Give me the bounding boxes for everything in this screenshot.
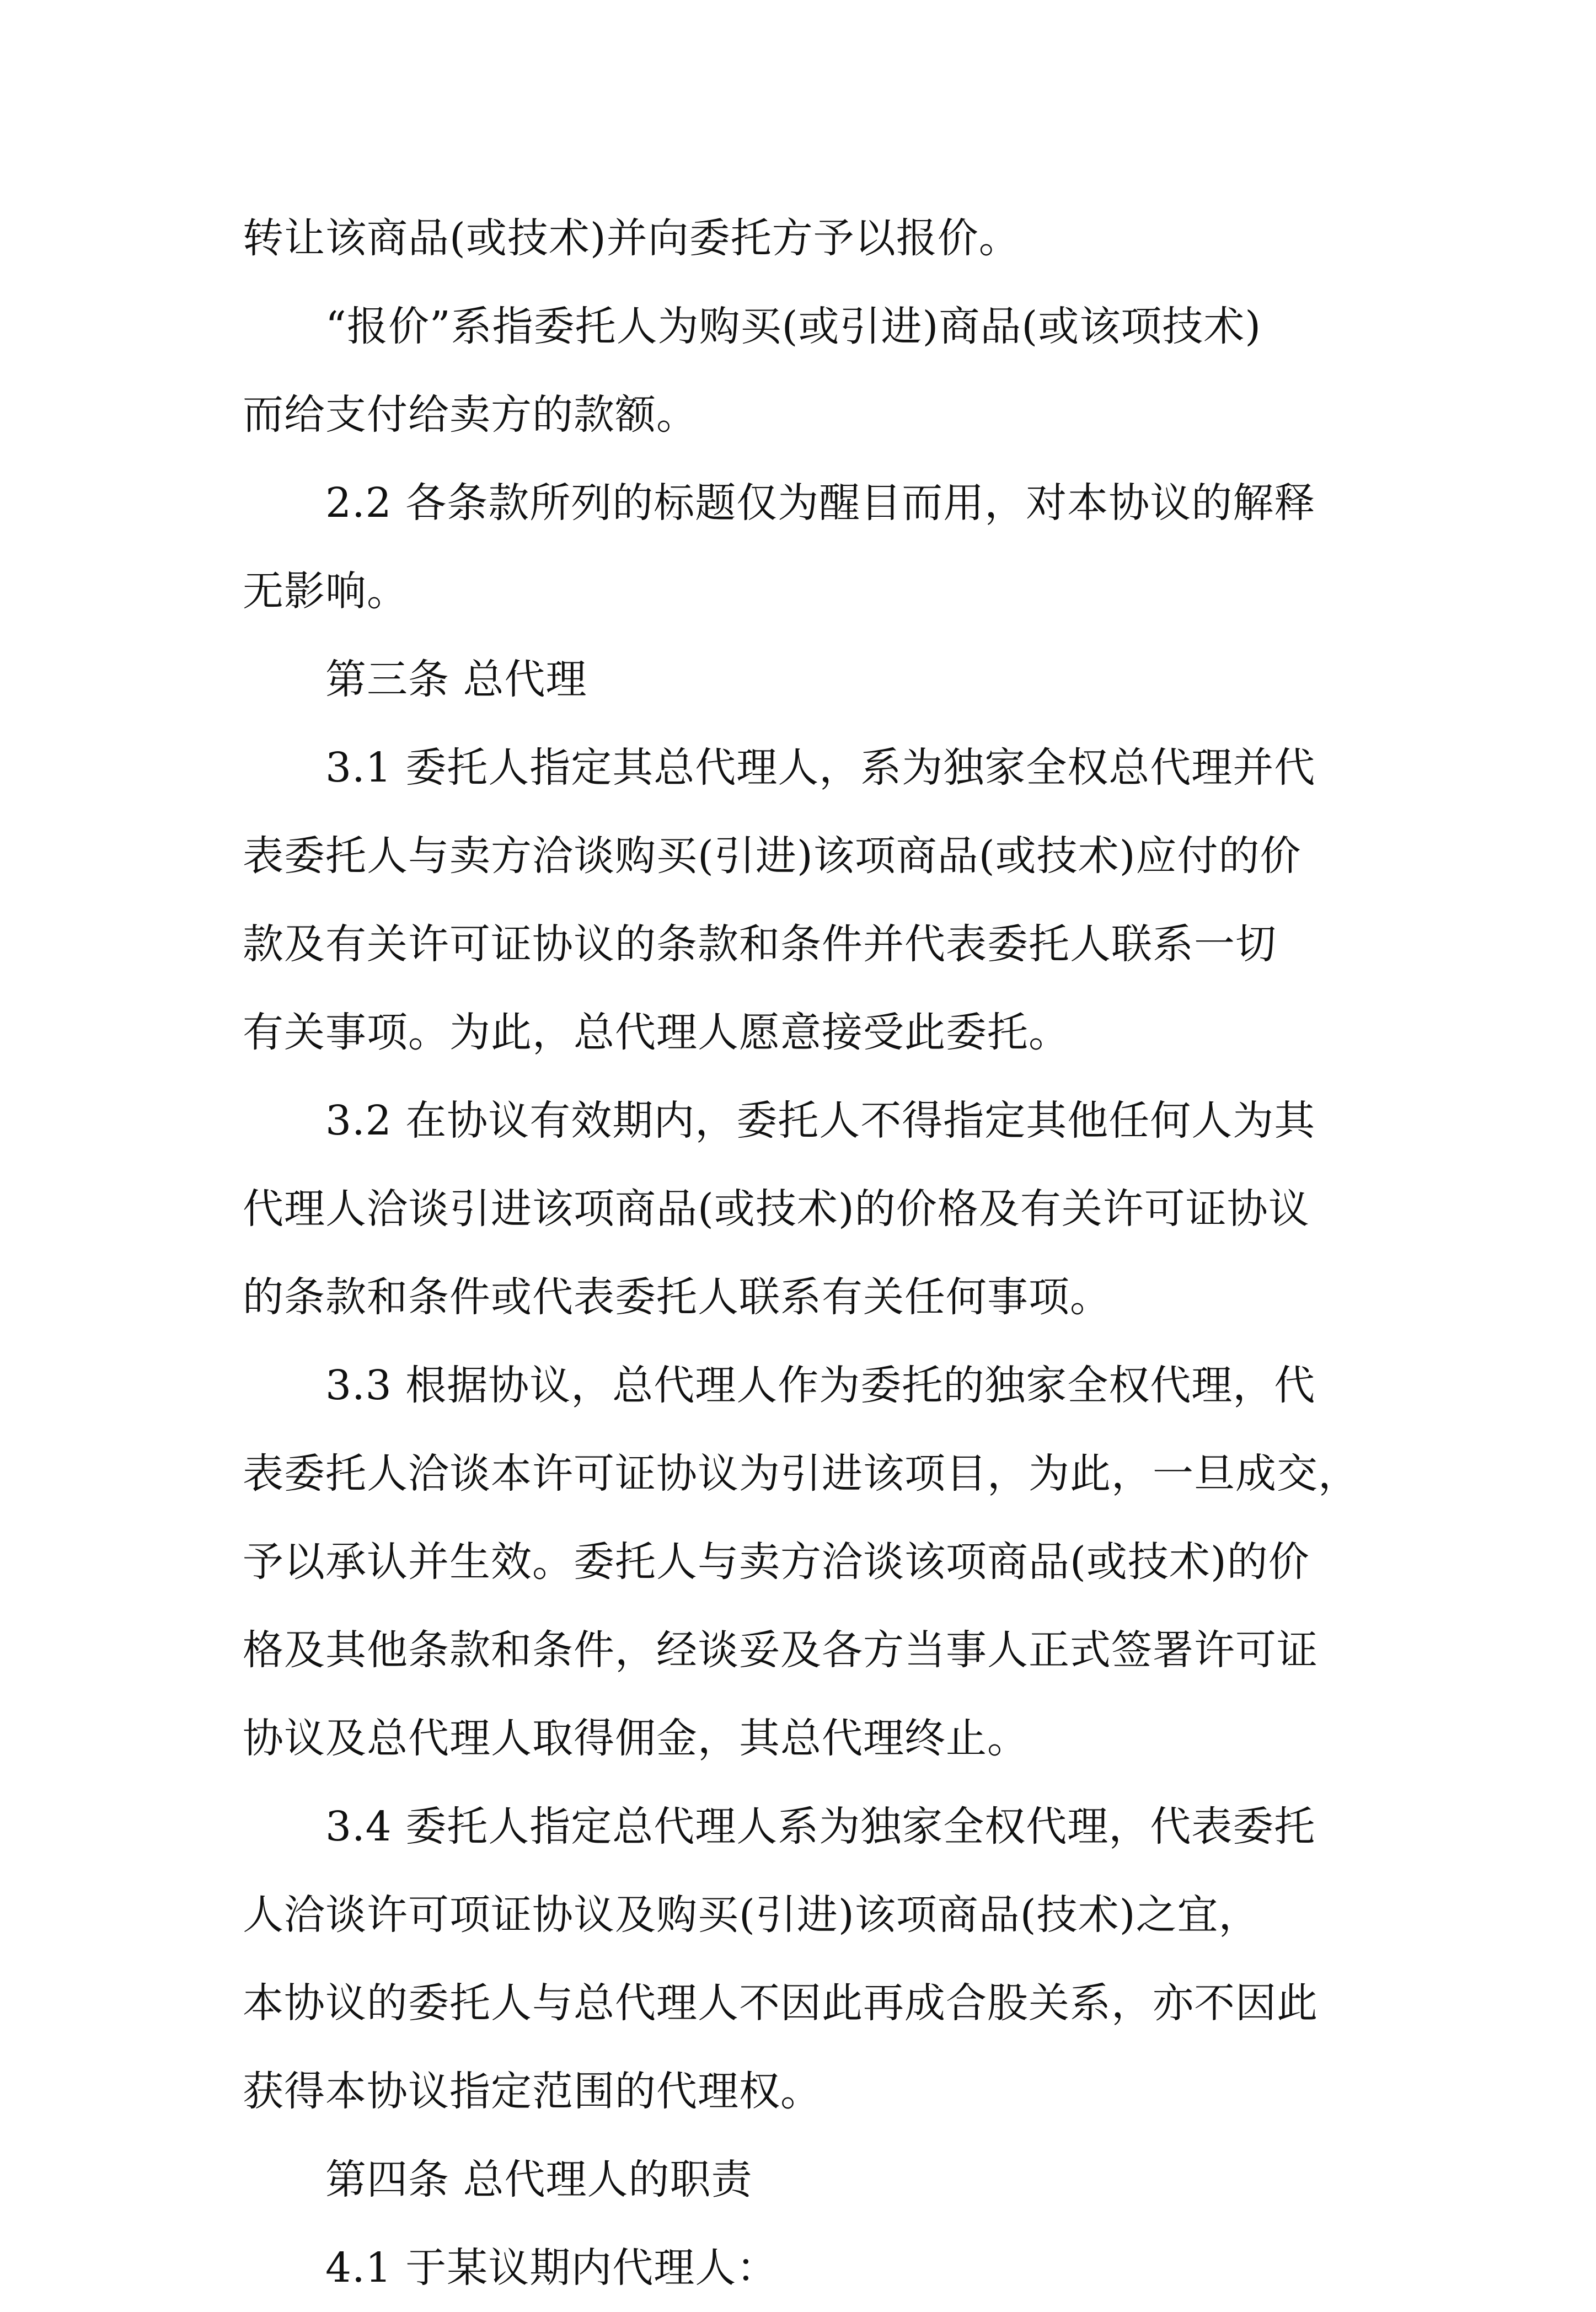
paragraph-line: 4.1 于某议期内代理人： <box>325 2244 778 2292</box>
paragraph-line: 款及有关许可证协议的条款和条件并代表委托人联系一切 <box>243 920 1277 968</box>
paragraph-line: 本协议的委托人与总代理人不因此再成合股关系，亦不因此 <box>243 1979 1318 2027</box>
paragraph-line: 格及其他条款和条件，经谈妥及各方当事人正式签署许可证 <box>243 1626 1318 1674</box>
paragraph-line: 3.4 委托人指定总代理人系为独家全权代理，代表委托 <box>325 1803 1316 1850</box>
paragraph-line: 转让该商品(或技术)并向委托方予以报价。 <box>243 215 1020 262</box>
paragraph-line: 予以承认并生效。委托人与卖方洽谈该项商品(或技术)的价 <box>243 1538 1310 1586</box>
paragraph-line: “报价”系指委托人为购买(或引进)商品(或该项技术) <box>325 303 1262 350</box>
paragraph-line: 的条款和条件或代表委托人联系有关任何事项。 <box>243 1273 1111 1321</box>
paragraph-line: 3.2 在协议有效期内，委托人不得指定其他任何人为其 <box>325 1097 1316 1144</box>
paragraph-line: 无影响。 <box>243 568 408 615</box>
section-heading: 第三条 总代理 <box>325 656 587 703</box>
paragraph-line: 3.1 委托人指定其总代理人，系为独家全权总代理并代 <box>325 744 1316 791</box>
paragraph-line: 代理人洽谈引进该项商品(或技术)的价格及有关许可证协议 <box>243 1185 1310 1233</box>
paragraph-line: 获得本协议指定范围的代理权。 <box>243 2068 822 2115</box>
paragraph-line: 2.2 各条款所列的标题仅为醒目而用，对本协议的解释 <box>325 479 1316 527</box>
paragraph-line: 表委托人与卖方洽谈购买(引进)该项商品(或技术)应付的价 <box>243 832 1302 880</box>
section-heading: 第四条 总代理人的职责 <box>325 2156 753 2203</box>
document-body <box>243 194 1357 2312</box>
paragraph-line: 人洽谈许可项证协议及购买(引进)该项商品(技术)之宜， <box>243 1891 1260 1939</box>
paragraph-line: 有关事项。为此，总代理人愿意接受此委托。 <box>243 1009 1070 1056</box>
paragraph-line: 而给支付给卖方的款额。 <box>243 391 698 438</box>
paragraph-line: 表委托人洽谈本许可证协议为引进该项目，为此，一旦成交， <box>243 1450 1359 1497</box>
paragraph-line: 协议及总代理人取得佣金，其总代理终止。 <box>243 1715 1029 1762</box>
paragraph-line: 3.3 根据协议，总代理人作为委托的独家全权代理，代 <box>325 1362 1316 1409</box>
